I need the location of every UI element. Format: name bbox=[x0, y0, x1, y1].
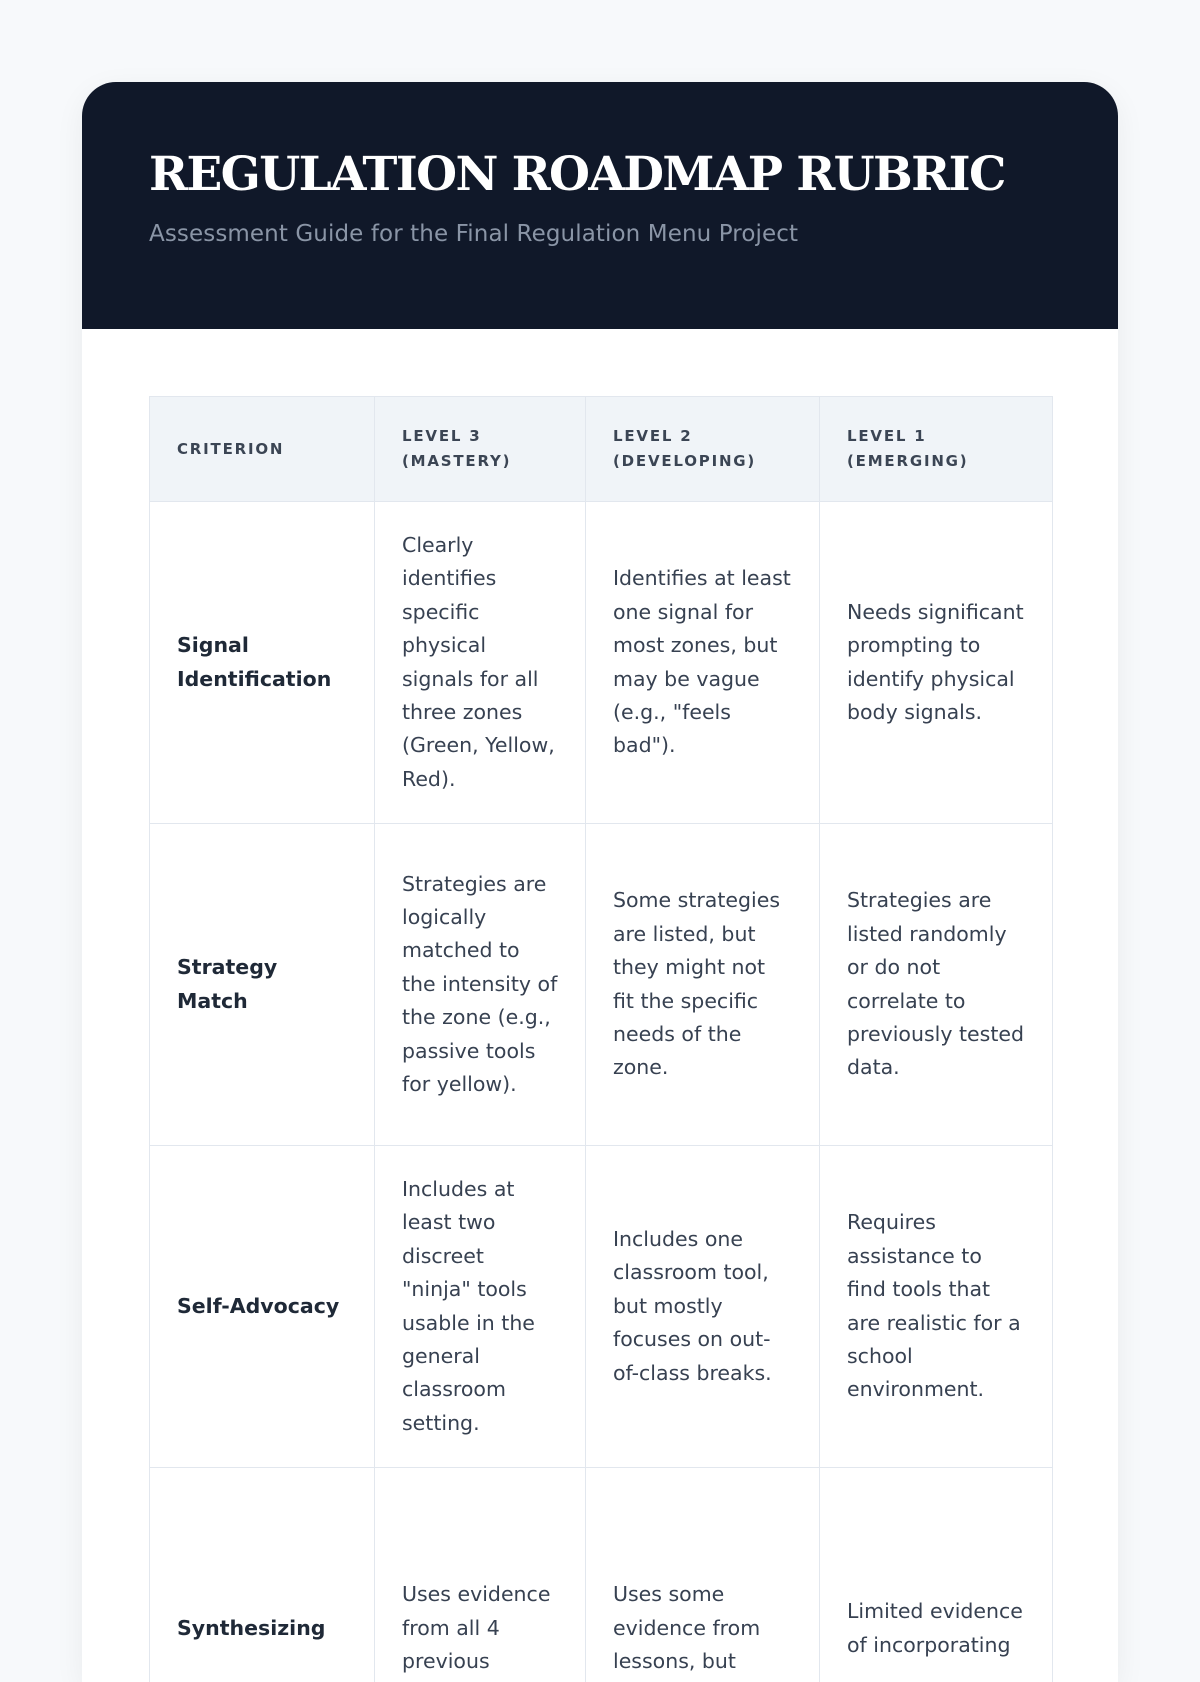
criterion-cell: Signal Identification bbox=[150, 502, 375, 824]
column-header-line: (DEVELOPING) bbox=[613, 452, 756, 470]
rubric-header bbox=[82, 82, 1118, 329]
level-1-cell: Strategies are listed randomly or do not correlate to previously tested data. bbox=[820, 824, 1053, 1146]
level-1-cell: Limited evidence of incorporating bbox=[820, 1468, 1053, 1682]
table-row bbox=[150, 824, 1053, 1146]
column-header-line: LEVEL 2 bbox=[613, 427, 692, 445]
level-3-cell: Strategies are logically matched to the intensity of the zone (e.g., passive tools for yellow). bbox=[375, 824, 586, 1146]
level-3-cell: Clearly identifies specific physical signals for all three zones (Green, Yellow, Red). bbox=[375, 502, 586, 824]
table-row bbox=[150, 1468, 1053, 1682]
rubric-table-container bbox=[149, 396, 1052, 1682]
level-1-cell: Requires assistance to find tools that are realistic for a school environment. bbox=[820, 1146, 1053, 1468]
column-header-level-3 bbox=[375, 397, 586, 502]
column-header-line: LEVEL 1 bbox=[847, 427, 926, 445]
rubric-table bbox=[149, 396, 1053, 1682]
level-3-cell: Uses evidence from all 4 previous bbox=[375, 1468, 586, 1682]
level-1-cell: Needs significant prompting to identify physical body signals. bbox=[820, 502, 1053, 824]
column-header-line: CRITERION bbox=[177, 440, 284, 458]
column-header-line: LEVEL 3 bbox=[402, 427, 481, 445]
column-header-line: (MASTERY) bbox=[402, 452, 511, 470]
criterion-cell: Self-Advocacy bbox=[150, 1146, 375, 1468]
page-subtitle: Assessment Guide for the Final Regulation Menu Project bbox=[149, 221, 1051, 247]
level-2-cell: Some strategies are listed, but they might not fit the specific needs of the zone. bbox=[586, 824, 820, 1146]
column-header-criterion bbox=[150, 397, 375, 502]
level-2-cell: Identifies at least one signal for most zones, but may be vague (e.g., "feels bad"). bbox=[586, 502, 820, 824]
table-row bbox=[150, 502, 1053, 824]
criterion-cell: Strategy Match bbox=[150, 824, 375, 1146]
level-2-cell: Includes one classroom tool, but mostly focuses on out-of-class breaks. bbox=[586, 1146, 820, 1468]
table-row bbox=[150, 1146, 1053, 1468]
column-header-line: (EMERGING) bbox=[847, 452, 968, 470]
column-header-level-1 bbox=[820, 397, 1053, 502]
rubric-card bbox=[82, 82, 1118, 1682]
page-title: REGULATION ROADMAP RUBRIC bbox=[149, 150, 1051, 199]
level-2-cell: Uses some evidence from lessons, but bbox=[586, 1468, 820, 1682]
table-header-row bbox=[150, 397, 1053, 502]
criterion-cell: Synthesizing bbox=[150, 1468, 375, 1682]
column-header-level-2 bbox=[586, 397, 820, 502]
level-3-cell: Includes at least two discreet "ninja" tools usable in the general classroom setting. bbox=[375, 1146, 586, 1468]
